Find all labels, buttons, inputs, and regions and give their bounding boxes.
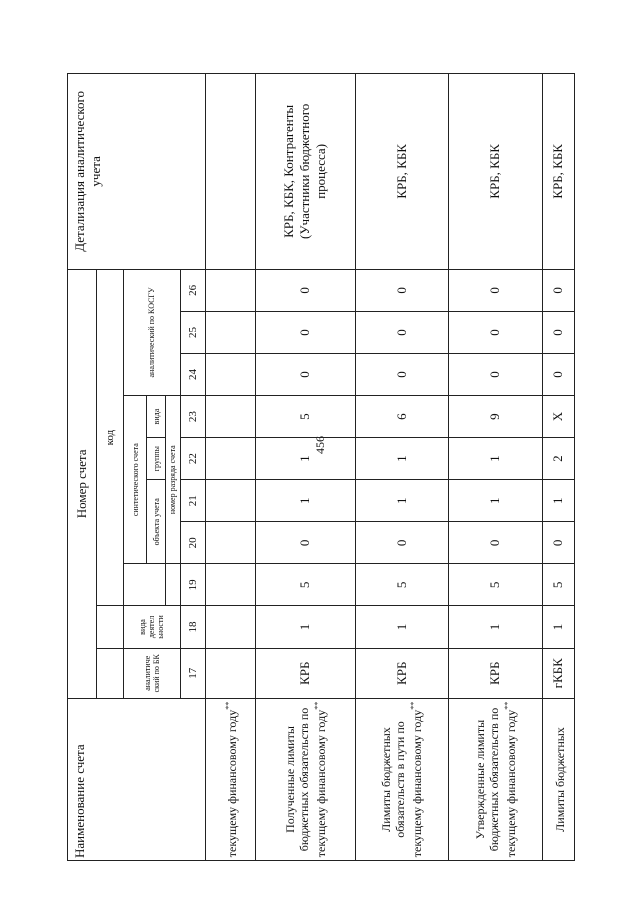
digit-18: 18 (180, 606, 205, 648)
cell (205, 564, 255, 606)
row-name: текущему финансовому году** (205, 699, 255, 861)
cell: 1 (448, 480, 542, 522)
cell: 5 (255, 564, 355, 606)
digit-19: 19 (180, 564, 205, 606)
cell (205, 438, 255, 480)
cell: 0 (542, 269, 574, 311)
cell: 1 (255, 606, 355, 648)
digit-26: 26 (180, 269, 205, 311)
cell: 0 (355, 311, 448, 353)
header-account-object: объекта учета (147, 480, 166, 564)
row-detail: КРБ, КБК, Контрагенты (Участники бюджетного процесса) (255, 74, 355, 270)
digit-22: 22 (180, 438, 205, 480)
cell (205, 269, 255, 311)
header-blank-bk (97, 648, 124, 698)
accounts-table (67, 73, 575, 861)
header-analytical-kosgu: аналитический по КОСГУ (124, 269, 180, 395)
cell: 1 (255, 438, 355, 480)
cell: 0 (448, 353, 542, 395)
cell: 0 (355, 353, 448, 395)
cell: 9 (448, 396, 542, 438)
cell: КРБ (255, 648, 355, 698)
cell: 1 (355, 606, 448, 648)
cell (205, 396, 255, 438)
header-detail: Детализация аналитического учета (68, 74, 206, 270)
header-types: вида (147, 396, 166, 438)
cell: 0 (355, 269, 448, 311)
cell: 0 (255, 311, 355, 353)
table-row (205, 74, 255, 861)
digit-23: 23 (180, 396, 205, 438)
cell: 5 (255, 396, 355, 438)
cell (205, 522, 255, 564)
cell: Х (542, 396, 574, 438)
row-detail: КРБ, КБК (542, 74, 574, 270)
row-detail: КРБ, КБК (448, 74, 542, 270)
row-detail: КРБ, КБК (355, 74, 448, 270)
header-blank-19b (166, 564, 181, 606)
digit-25: 25 (180, 311, 205, 353)
digit-21: 21 (180, 480, 205, 522)
cell (205, 648, 255, 698)
cell: 5 (542, 564, 574, 606)
cell: 0 (255, 269, 355, 311)
row-name: Полученные лимиты бюджетных обязательств по текущему финансовому году** (255, 699, 355, 861)
header-name: Наименование счета (68, 699, 206, 861)
header-synthetic-account: синтетического счета (124, 396, 147, 564)
cell: КРБ (448, 648, 542, 698)
header-analytical-bk: аналитиче ский по БК (124, 648, 180, 698)
cell: 1 (255, 480, 355, 522)
cell (205, 353, 255, 395)
table-row (448, 74, 542, 861)
cell: 0 (355, 522, 448, 564)
cell: 0 (448, 522, 542, 564)
row-name: Утвержденные лимиты бюджетных обязательств по текущему финансовому году** (448, 699, 542, 861)
cell: 1 (448, 438, 542, 480)
cell: 0 (255, 522, 355, 564)
header-digit-number: номер разряда счета (166, 396, 181, 564)
cell: 1 (448, 606, 542, 648)
digit-17: 17 (180, 648, 205, 698)
header-account-number: Номер счета (68, 269, 97, 698)
cell: 2 (542, 438, 574, 480)
accounts-table-rotated (67, 73, 575, 861)
table-row (255, 74, 355, 861)
row-name: Лимиты бюджетных обязательств в пути по текущему финансовому году** (355, 699, 448, 861)
digit-20: 20 (180, 522, 205, 564)
header-activity-type: вида деятел ьности (124, 606, 180, 648)
cell: 0 (448, 311, 542, 353)
table-row (355, 74, 448, 861)
cell: 1 (542, 480, 574, 522)
header-blank-19 (124, 564, 166, 606)
header-blank-act (97, 606, 124, 648)
cell (205, 606, 255, 648)
cell: гКБК (542, 648, 574, 698)
cell: 0 (448, 269, 542, 311)
cell: 1 (542, 606, 574, 648)
row-name: Лимиты бюджетных (542, 699, 574, 861)
header-groups: группы (147, 438, 166, 480)
page-number: 456 (313, 436, 327, 454)
cell: 5 (448, 564, 542, 606)
cell: 0 (542, 522, 574, 564)
cell: 5 (355, 564, 448, 606)
cell: 0 (255, 353, 355, 395)
row-detail (205, 74, 255, 270)
cell: 1 (355, 480, 448, 522)
cell (205, 480, 255, 522)
digit-24: 24 (180, 353, 205, 395)
cell: 0 (542, 311, 574, 353)
cell: 1 (355, 438, 448, 480)
cell: 0 (542, 353, 574, 395)
cell: КРБ (355, 648, 448, 698)
header-code: код (97, 269, 124, 606)
table-row (542, 74, 574, 861)
cell: 6 (355, 396, 448, 438)
cell (205, 311, 255, 353)
